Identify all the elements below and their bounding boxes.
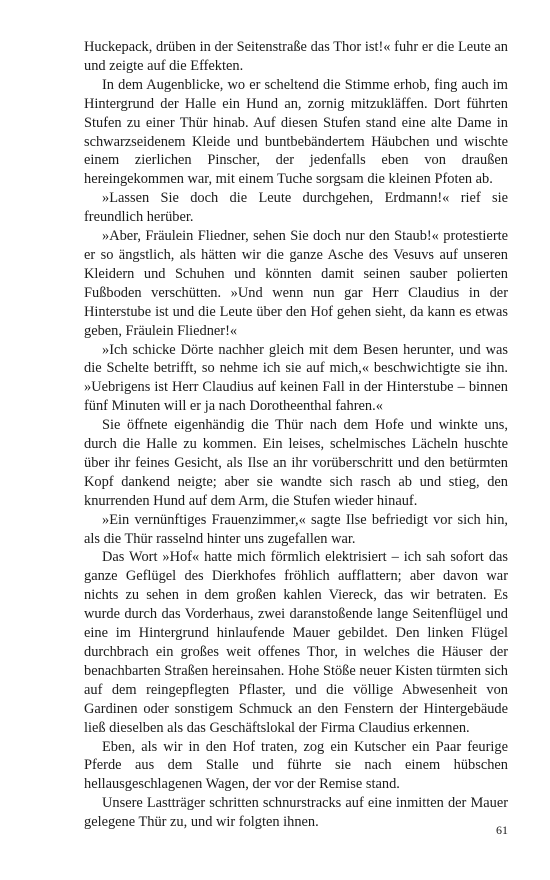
paragraph-3: »Lassen Sie doch die Leute durchgehen, Erdmann!« rief sie freundlich herüber. (84, 190, 508, 226)
paragraph-9: Eben, als wir in den Hof traten, zog ein Kutscher ein Paar feurige Pferde aus dem Stalle und führte sie nach einem hübschen hellausgeschlagenen Wagen, der vor der Remise stand. (84, 738, 508, 793)
body-text (84, 38, 508, 832)
page-number: 61 (496, 823, 508, 837)
paragraph-2: In dem Augenblicke, wo er scheltend die Stimme erhob, fing auch im Hintergrund der Halle ein Hund an, zornig mitzukläffen. Dort führten Stufen zu einer Thür hinab. Auf diesen Stufen stand eine alte Dame in schwarzseidenem Kleide und buntbebändertem Häubchen und wischte einem zierlichen Pinscher, der jedenfalls eben von draußen hereingekommen war, mit einem Tuche sorgsam die kleinen Pfoten ab. (84, 76, 508, 188)
paragraph-10: Unsere Lastträger schritten schnurstracks auf eine inmitten der Mauer gelegene Thür zu, und wir folgten ihnen. (84, 795, 508, 831)
paragraph-4: »Aber, Fräulein Fliedner, sehen Sie doch nur den Staub!« protestierte er so ängstlich, als hätten wir die ganze Asche des Vesuvs auf unseren Kleidern und Schuhen und könnten damit seinen sauber polierten Fußboden verschütten. »Und wenn nun gar Herr Claudius in der Hinterstube ist und die Leute über den Hof gehen sieht, da kann es etwas geben, Fräulein Fliedner!« (84, 228, 508, 339)
paragraph-1: Huckepack, drüben in der Seitenstraße das Thor ist!« fuhr er die Leute an und zeigte auf die Effekten. (84, 39, 508, 74)
paragraph-6: Sie öffnete eigenhändig die Thür nach dem Hofe und winkte uns, durch die Halle zu kommen. Ein leises, schelmisches Lächeln huschte über ihr feines Gesicht, als Ilse an ihr vorüberschritt und den betürmten Kopf dankend neigte; aber sie wandte sich rasch ab und stieg, den knurrenden Hund auf dem Arm, die Stufen wieder hinauf. (84, 417, 508, 509)
paragraph-7: »Ein vernünftiges Frauenzimmer,« sagte Ilse befriedigt vor sich hin, als die Thür rasselnd hinter uns zugefallen war. (84, 511, 508, 547)
paragraph-8: Das Wort »Hof« hatte mich förmlich elektrisiert – ich sah sofort das ganze Geflügel des Dierkhofes fröhlich aufflattern; aber davon war nichts zu sehen in dem großen kahlen Viereck, das wir betraten. Es wurde durch das Vorderhaus, zwei daranstoßende lange Seitenflügel und eine im Hintergrund hinlaufende Mauer gebildet. Den linken Flügel durchbrach ein großes weit offenes Thor, in welches die Häuser der benachbarten Straßen hereinsahen. Hohe Stöße neuer Kisten türmten sich auf dem reingepflegten Pflaster, und die völlige Abwesenheit von Gardinen oder sonstigem Schmuck an den Fenstern der Hintergebäude ließ dieselben als das Geschäftslokal der Firma Claudius erkennen. (84, 549, 508, 736)
paragraph-5: »Ich schicke Dörte nachher gleich mit dem Besen herunter, und was die Schelte betrifft, so nehme ich sie auf mich,« beschwichtigte sie ihn. »Uebrigens ist Herr Claudius auf keinen Fall in der Hinterstube – binnen fünf Minuten will er ja nach Dorotheenthal fahren.« (84, 341, 508, 415)
